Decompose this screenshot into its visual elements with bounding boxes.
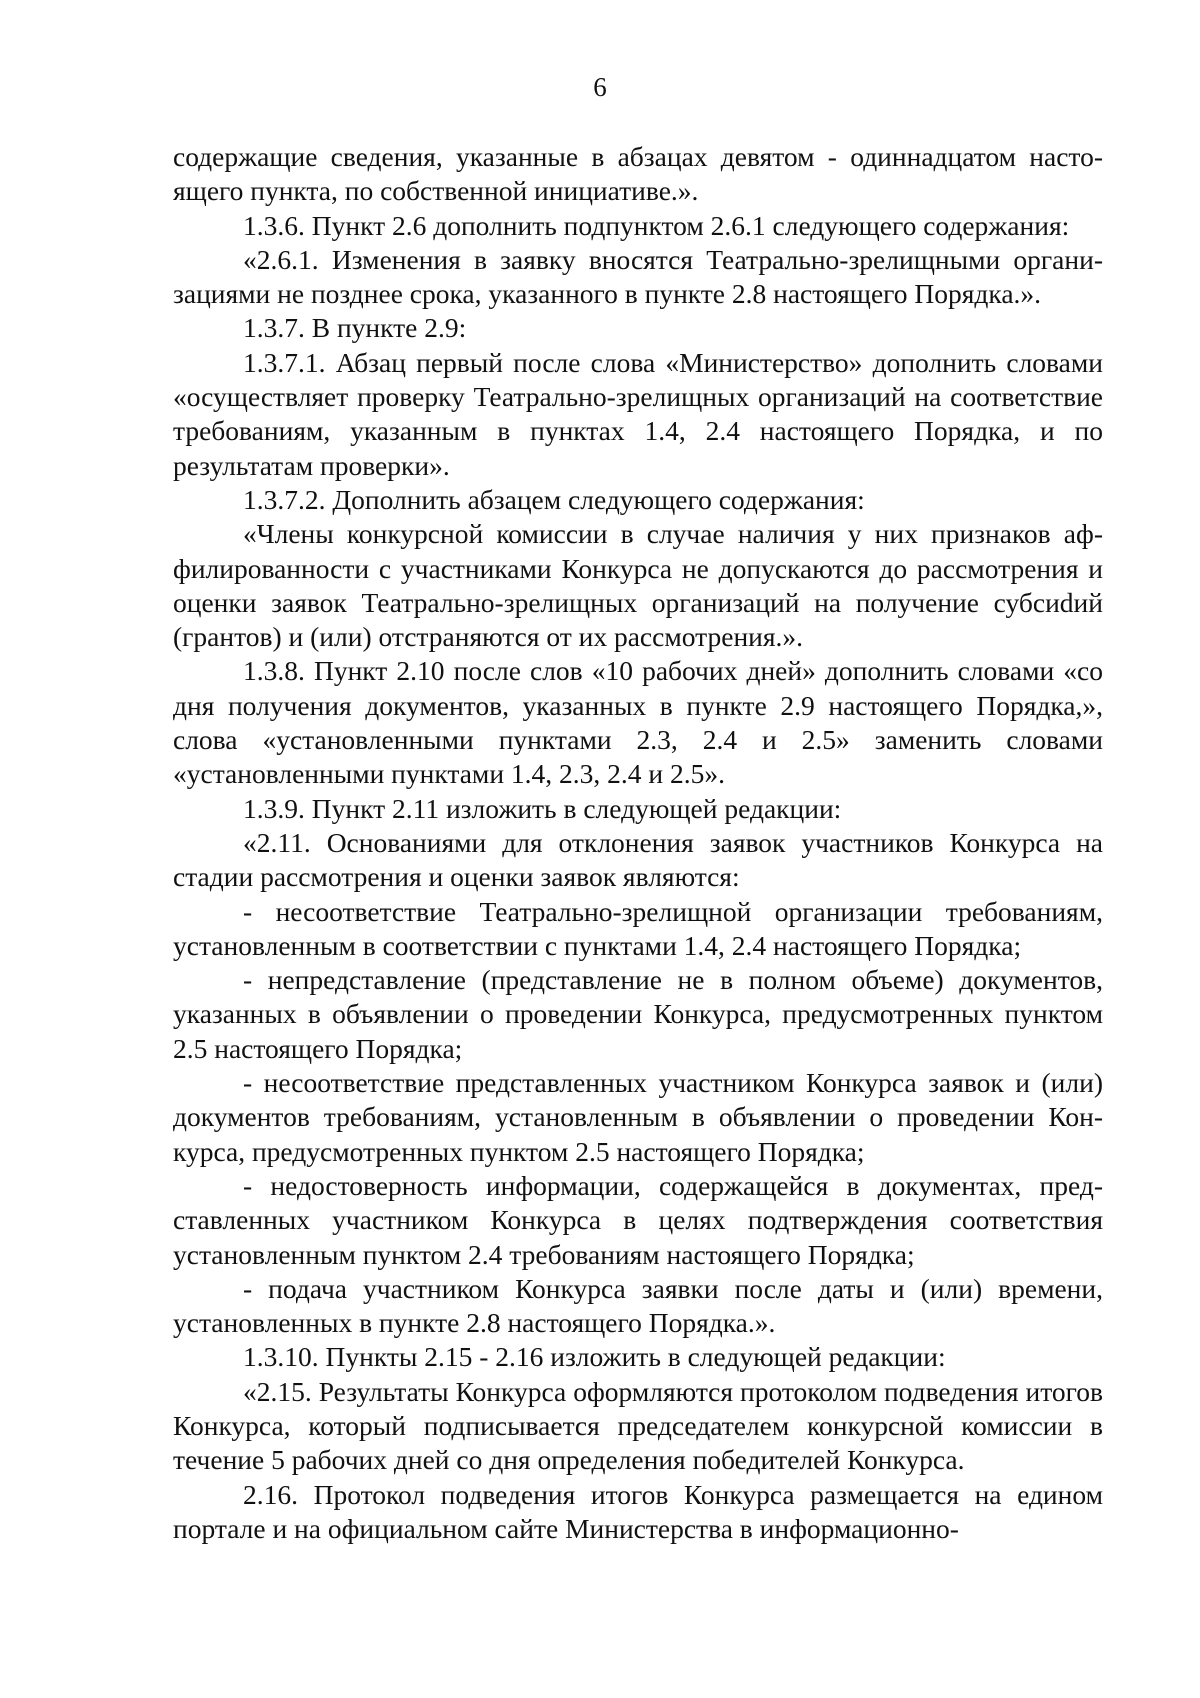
- paragraph-1-3-7: 1.3.7. В пункте 2.9:: [243, 312, 467, 344]
- list-item-unreliable-info: - недостоверность информации, содержащейся в документах, представленных участником Конкурса в целях подтверждения соответствия установленным пунктом 2.4 требованиям настоящего Порядка;: [173, 1169, 1103, 1270]
- paragraph-1-3-10: 1.3.10. Пункты 2.15 - 2.16 изложить в следующей редакции:: [243, 1341, 946, 1373]
- paragraph-2-6-1: «2.6.1. Изменения в заявку вносятся Театрально-зрелищными организациями не позднее срока, указанного в пункте 2.8 настоящего Порядка.».: [173, 243, 1103, 310]
- list-item-nonsubmission: - непредставление (представление не в полном объеме) документов, указанных в объявлении о проведении Конкурса, предусмотренных пунктом 2.5 настоящего Порядка;: [173, 964, 1103, 1064]
- list-item-late-submission: - подача участником Конкурса заявки после даты и (или) времени, установленных в пункте 2.8 настоящего Порядка.».: [173, 1272, 1103, 1339]
- paragraph-2-16: 2.16. Протокол подведения итогов Конкурса размещается на едином портале и на официальном сайте Министерства в информационно-: [173, 1478, 1103, 1544]
- paragraph-continuation: содержащие сведения, указанные в абзацах девятом - одиннадцатом настоящего пункта, по собственной инициативе.».: [173, 141, 1103, 207]
- paragraph-1-3-9: 1.3.9. Пункт 2.11 изложить в следующей редакции:: [243, 792, 842, 824]
- paragraph-commission-members: «Члены конкурсной комиссии в случае наличия у них признаков аффилированности с участниками Конкурса не допускаются до рассмотрения и оценки заявок Театрально-зрелищных организаций на получение субсиdий (грантов) и (или) отстраняются от их рассмотрения.».: [173, 518, 1103, 653]
- paragraph-1-3-7-2: 1.3.7.2. Дополнить абзацем следующего содержания:: [243, 483, 865, 515]
- page-number: 6: [593, 72, 607, 102]
- list-item-noncompliance: - несоответствие Театрально-зрелищной организации требованиям, установленным в соответствии с пунктами 1.4, 2.4 настоящего Порядка;: [173, 895, 1103, 961]
- list-item-documents-mismatch: - несоответствие представленных участником Конкурса заявок и (или) документов требованиям, установленным в объявлении о проведении Конкурса, предусмотренных пунктом 2.5 настоящего Порядка;: [173, 1067, 1103, 1167]
- document-body: [173, 140, 1103, 1546]
- paragraph-1-3-6: 1.3.6. Пункт 2.6 дополнить подпунктом 2.6.1 следующего содержания:: [243, 209, 1070, 241]
- paragraph-1-3-7-1: 1.3.7.1. Абзац первый после слова «Министерство» дополнить словами «осуществляет проверку Театрально-зрелищных организаций на соответствие требованиям, указанным в пунктах 1.4, 2.4 настоящего Порядка, и по результатам проверки».: [173, 346, 1103, 481]
- paragraph-2-15: «2.15. Результаты Конкурса оформляются протоколом подведения итогов Конкурса, который подписывается председателем конкурсной комиссии в течение 5 рабочих дней со дня определения победителей Конкурса.: [173, 1375, 1103, 1476]
- paragraph-1-3-8: 1.3.8. Пункт 2.10 после слов «10 рабочих дней» дополнить словами «со дня получения документов, указанных в пункте 2.9 настоящего Порядка,», слова «установленными пунктами 2.3, 2.4 и 2.5» заменить словами «установленными пунктами 1.4, 2.3, 2.4 и 2.5».: [173, 655, 1103, 790]
- paragraph-2-11: «2.11. Основаниями для отклонения заявок участников Конкурса на стадии рассмотрения и оценки заявок являются:: [173, 826, 1103, 893]
